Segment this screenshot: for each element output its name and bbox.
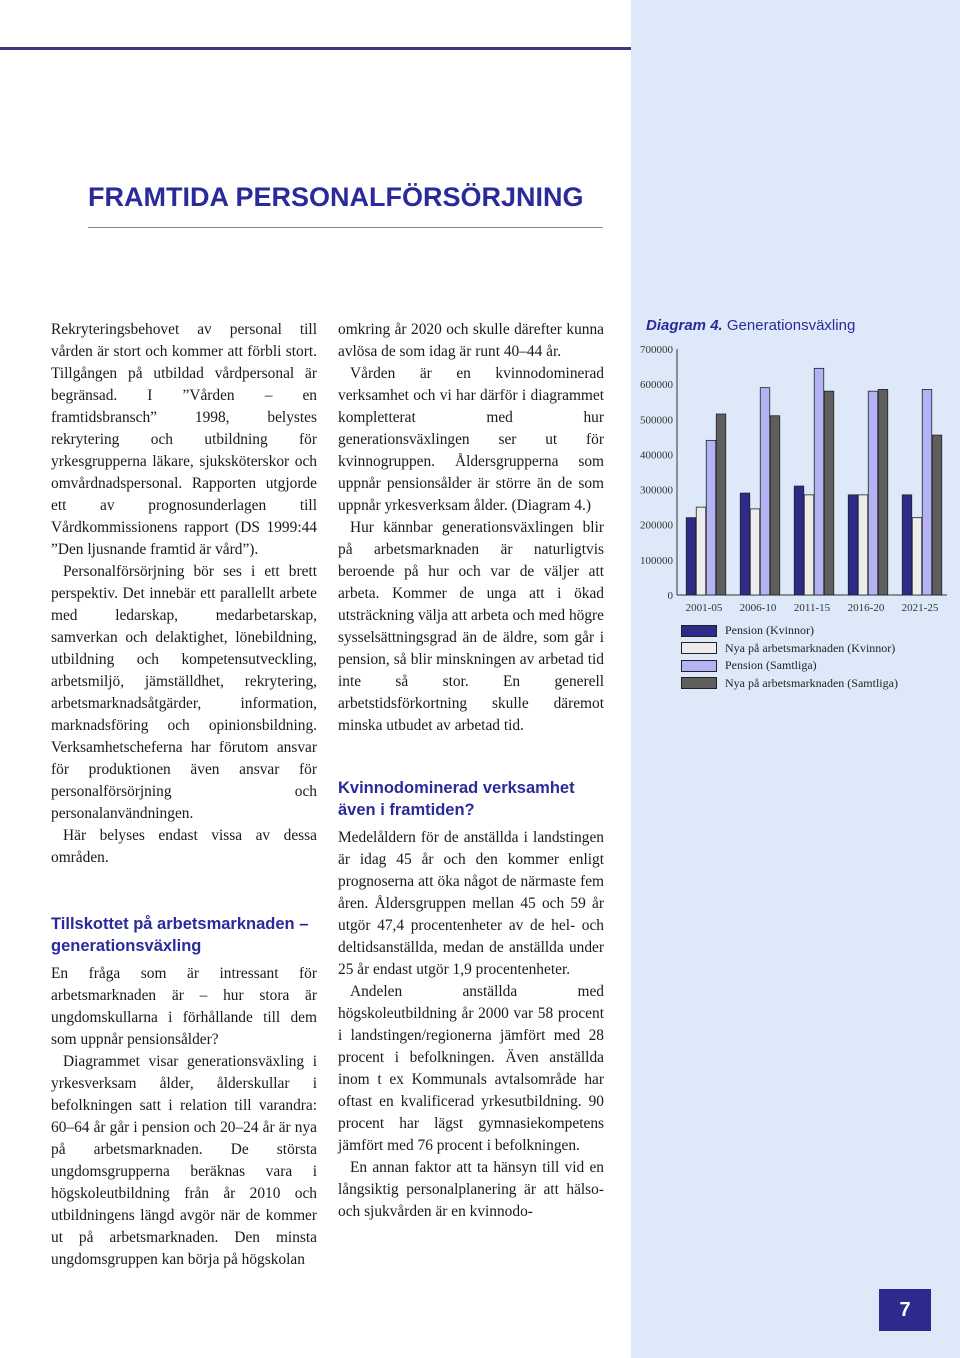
chart-bar xyxy=(912,518,922,595)
paragraph: Andelen anställda med högskoleutbildning år 2000 var 58 procent i landstingen/regionerna jämfört med 28 procent i befolkningen. Även anställda inom t ex Kommunals avtalsområde har oftast en kvalificerad yrkesutbildning. 90 procent har lägst gymnasiekompetens jämfört med 76 procent i befolkningen. xyxy=(338,983,604,1154)
diagram-name: Generationsväxling xyxy=(726,317,856,334)
chart-bar xyxy=(824,391,834,595)
legend-swatch xyxy=(681,677,717,689)
legend-swatch xyxy=(681,642,717,654)
y-tick-label: 400000 xyxy=(640,449,673,462)
x-tick-label: 2006-10 xyxy=(739,602,777,614)
y-tick-label: 700000 xyxy=(640,344,673,356)
chart-bar xyxy=(716,414,726,595)
legend-label: Nya på arbetsmarknaden (Samtliga) xyxy=(725,675,898,690)
y-tick-label: 300000 xyxy=(640,484,673,497)
x-tick-label: 2001-05 xyxy=(685,602,723,614)
x-tick-label: 2016-20 xyxy=(847,602,885,614)
legend-item xyxy=(681,622,898,640)
paragraph: Medelåldern för de anställda i landstingen är idag 45 år och den kommer enligt prognoserna att öka något de närmaste fem åren. Åldersgruppen mellan 45 och 59 år utgör 47,4 procentenheter av de hel- och deltidsanställda, medan de anställda under 25 år endast utgör 1,9 procentenheter. xyxy=(338,829,604,978)
chart-bar xyxy=(740,493,750,595)
paragraph: En fråga som är intressant för arbetsmarknaden är – hur stora är ungdomskullarna i förhållande till dem som uppnår pensionsålder? xyxy=(51,965,317,1048)
diagram-number: Diagram 4. xyxy=(646,317,723,334)
paragraph: Rekryteringsbehovet av personal till vården är stort och kommer att förbli stort. Tillgången på utbildad vårdpersonal är begränsad. I ”Vården – en framtidsbransch” 1998, belystes rekrytering och utbildning för yrkesgrupperna läkare, sjuksköterskor och omvårdnadspersonal. Rapporten utgjorde ett av prognosunderlagen till Vårdkommissionens rapport (DS 1999:44 ”Den ljusnande framtid är vård”). xyxy=(51,321,317,558)
legend-item xyxy=(681,675,898,693)
chart-bar xyxy=(814,368,824,595)
chart-bar xyxy=(760,388,770,595)
paragraph: Personalförsörjning bör ses i ett brett perspektiv. Det innebär ett parallellt arbete med ledarskap, medarbetarskap, samverkan och delaktighet, lönebildning, utbildning och kompetensutveckling, arbetsmiljö, jämställdhet, rekrytering, arbetsmarknadsåtgärder, information, marknadsföring och opinionsbildning. Verksamhetscheferna har förutom ansvar för produktionen även ansvar för personalförsörjning och personalanvändningen. xyxy=(51,563,317,822)
paragraph: En annan faktor att ta hänsyn till vid en långsiktig personalplanering är att hälso- och sjukvården är en kvinnodo- xyxy=(338,1159,604,1220)
chart-bar xyxy=(706,440,716,595)
section-heading-tillskott: Tillskottet på arbetsmarknaden – generationsväxling xyxy=(51,915,309,955)
text-column-left xyxy=(51,319,317,1271)
chart-bar xyxy=(868,391,878,595)
chart-bar xyxy=(770,416,780,595)
chart-bar xyxy=(878,389,888,595)
text-column-middle xyxy=(338,319,604,1223)
paragraph: omkring år 2020 och skulle därefter kunna avlösa de som idag är runt 40–44 år. xyxy=(338,321,604,360)
section-heading-kvinnodominerad: Kvinnodominerad verksamhet även i framtiden? xyxy=(338,779,575,819)
paragraph: Vården är en kvinnodominerad verksamhet och vi har därför i diagrammet kompletterat med hur generationsväxlingen ser ut för kvinnogruppen. Åldersgrupperna som uppnår pensionsålder är större än de som uppnår yrkesverksam ålder. (Diagram 4.) xyxy=(338,365,604,514)
y-tick-label: 600000 xyxy=(640,379,673,392)
chart-bar xyxy=(922,389,932,595)
paragraph: Här belyses endast vissa av dessa områden. xyxy=(51,827,317,866)
page-number: 7 xyxy=(879,1289,931,1331)
header-band xyxy=(0,0,631,48)
legend-label: Pension (Kvinnor) xyxy=(725,623,814,638)
x-tick-label: 2011-15 xyxy=(793,602,831,614)
legend-label: Pension (Samtliga) xyxy=(725,658,817,673)
chart-bar xyxy=(794,486,804,595)
paragraph: Diagrammet visar generationsväxling i yrkesverksam ålder, ålderskullar i befolkningen satt i relation till varandra: 60–64 år går i pension och 20–24 år är nya på arbetsmarknaden. De största ungdomsgrupperna beräknas vara i högskoleutbildning från år 2010 och utbildningens längd avgör när de kommer ut på arbetsmarknaden. Den minsta ungdomsgruppen kan börja på högskolan xyxy=(51,1053,317,1268)
page-title: FRAMTIDA PERSONALFÖRSÖRJNING xyxy=(88,182,584,212)
y-tick-label: 100000 xyxy=(640,554,673,567)
legend-label: Nya på arbetsmarknaden (Kvinnor) xyxy=(725,640,896,655)
y-tick-label: 500000 xyxy=(640,414,673,427)
chart-bar xyxy=(804,495,814,595)
legend-swatch xyxy=(681,660,717,672)
generationsvaxling-chart xyxy=(631,330,960,620)
chart-bar xyxy=(932,435,942,595)
header-rule xyxy=(0,47,631,50)
chart-bar xyxy=(750,509,760,595)
x-tick-label: 2021-25 xyxy=(901,602,939,614)
paragraph: Hur kännbar generationsväxlingen blir på arbetsmarknaden är naturligtvis beroende på hur och var de väljer att arbeta. Kommer de unga att i ökad utsträckning välja att arbeta och med högre sysselsättningsgrad än de äldre, som går i pension, så blir minskningen av arbetad tid inte så stor. En generell arbetstidsförkortning skulle däremot minska utbudet av arbetad tid. xyxy=(338,519,604,734)
y-tick-label: 0 xyxy=(667,590,673,602)
chart-bar xyxy=(696,507,706,595)
y-tick-label: 200000 xyxy=(640,519,673,532)
legend-item xyxy=(681,657,898,675)
legend-swatch xyxy=(681,625,717,637)
chart-bar xyxy=(902,495,912,595)
chart-bar xyxy=(858,495,868,595)
title-divider xyxy=(88,227,603,228)
chart-bar xyxy=(848,495,858,595)
chart-bar xyxy=(686,518,696,595)
chart-legend xyxy=(681,622,898,692)
legend-item xyxy=(681,640,898,658)
